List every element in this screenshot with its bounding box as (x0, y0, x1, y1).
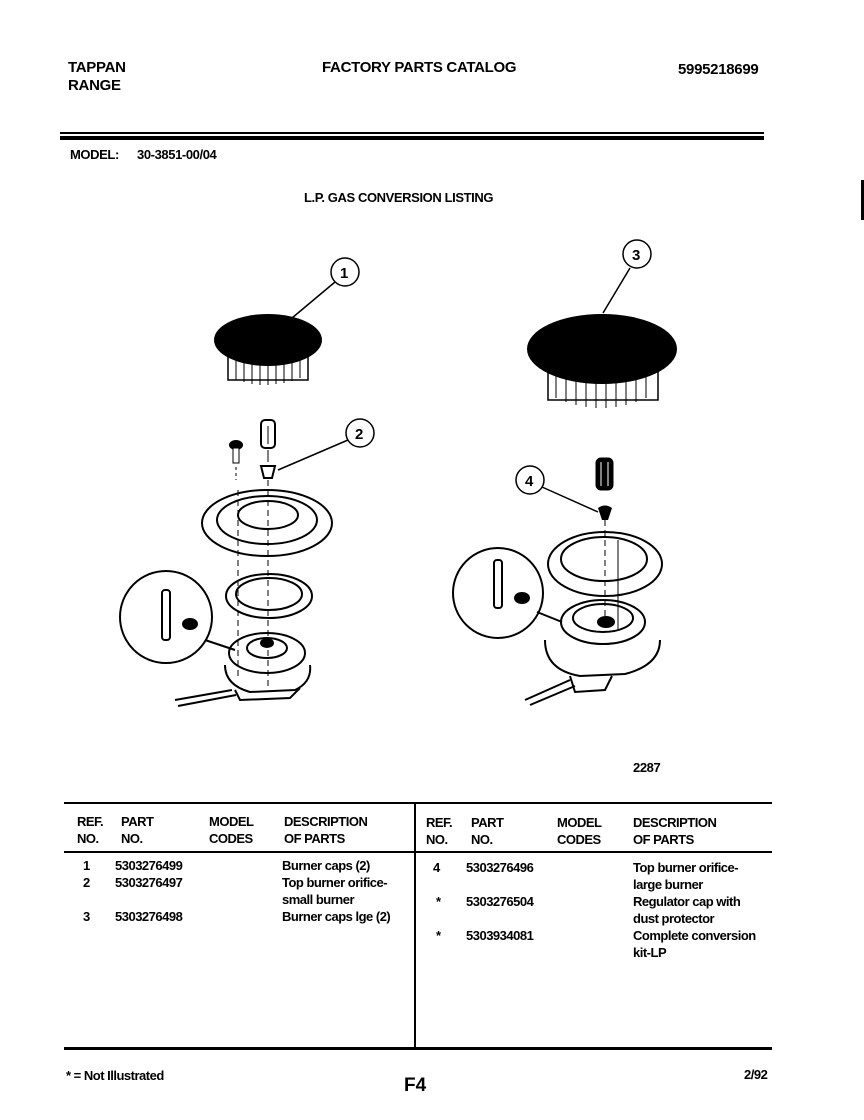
part-no: 5303276498 (115, 909, 183, 924)
callout-1 (292, 258, 359, 318)
description: Burner caps (2) (282, 858, 370, 873)
ref-no: 4 (433, 860, 440, 875)
part-no: 5303276497 (115, 875, 183, 890)
col-header-ref-left: REF. NO. (77, 814, 104, 846)
section-title: L.P. GAS CONVERSION LISTING (304, 190, 494, 205)
svg-text:4: 4 (525, 473, 534, 490)
part-no: 5303276496 (466, 860, 534, 875)
description: Regulator cap with dust protector (633, 894, 741, 926)
not-illustrated-legend: * = Not Illustrated (66, 1068, 164, 1083)
model-label: MODEL: (70, 147, 119, 162)
description: Burner caps lge (2) (282, 909, 391, 924)
callout-3 (603, 240, 651, 313)
table-bottom-rule (64, 1047, 772, 1050)
ref-no: 3 (83, 909, 90, 924)
description: Complete conversion kit-LP (633, 928, 756, 960)
part-no: 5303276499 (115, 858, 183, 873)
figure-number: 2287 (633, 760, 661, 775)
ref-no: 1 (83, 858, 90, 873)
table-top-rule (64, 802, 772, 804)
ref-no: * (436, 894, 441, 909)
brand-line1: TAPPAN (68, 59, 126, 76)
col-header-part-left: PART NO. (121, 814, 154, 846)
col-header-desc-right: DESCRIPTION OF PARTS (633, 815, 717, 847)
regulator-cap-large (596, 458, 613, 520)
catalog-number: 5995218699 (678, 61, 759, 78)
catalog-title: FACTORY PARTS CATALOG (322, 59, 517, 76)
regulator-cap-small (261, 420, 275, 478)
screw (229, 440, 243, 480)
svg-text:3: 3 (632, 247, 641, 264)
gasket-ring-small (226, 574, 312, 618)
table-header-rule (64, 851, 772, 853)
svg-text:1: 1 (340, 265, 349, 282)
col-header-desc-left: DESCRIPTION OF PARTS (284, 814, 368, 846)
callout-2 (278, 419, 374, 470)
brand-line2: RANGE (68, 77, 121, 94)
burner-cap-small (214, 314, 322, 385)
model-value: 30-3851-00/04 (137, 147, 217, 162)
page-number: F4 (404, 1075, 427, 1096)
part-no: 5303934081 (466, 928, 534, 943)
table-center-divider (414, 802, 416, 1048)
col-header-codes-left: MODEL CODES (209, 814, 254, 846)
svg-text:2: 2 (355, 426, 364, 443)
col-header-codes-right: MODEL CODES (557, 815, 602, 847)
col-header-part-right: PART NO. (471, 815, 504, 847)
revision-date: 2/92 (744, 1067, 768, 1082)
burner-base-small (175, 633, 310, 706)
col-header-ref-right: REF. NO. (426, 815, 453, 847)
detail-circle-left (120, 571, 235, 663)
callout-4 (516, 466, 598, 512)
description: Top burner orifice- large burner (633, 860, 739, 892)
description: Top burner orifice- small burner (282, 875, 388, 907)
ref-no: * (436, 928, 441, 943)
detail-circle-right (453, 548, 562, 638)
part-no: 5303276504 (466, 894, 534, 909)
ref-no: 2 (83, 875, 90, 890)
burner-cap-large (527, 314, 677, 408)
